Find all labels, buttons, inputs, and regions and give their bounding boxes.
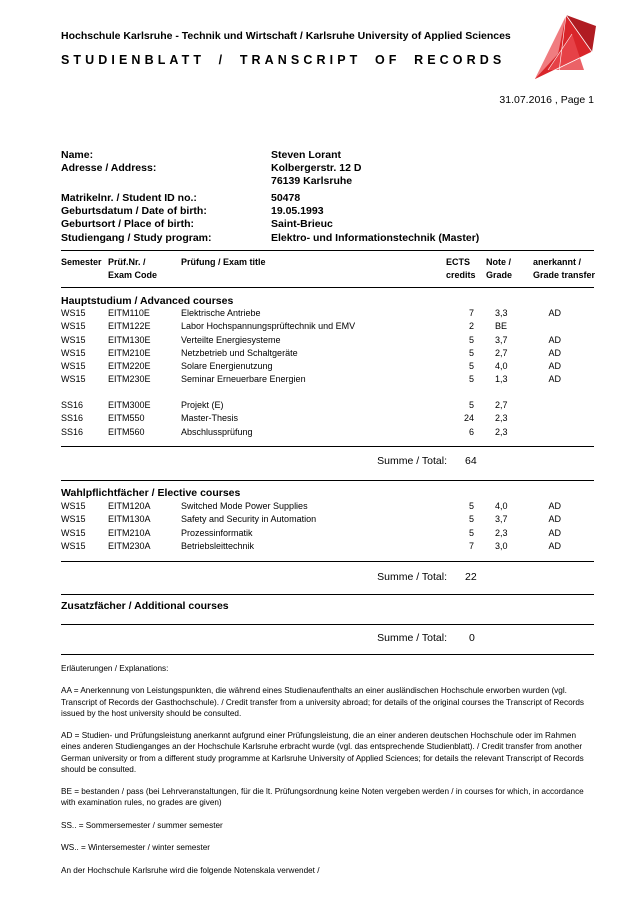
total-value: 0 xyxy=(469,632,475,644)
cell-transfer: AD xyxy=(548,347,561,358)
info-label: Name: xyxy=(61,149,94,161)
info-row xyxy=(61,149,581,162)
note-grading-scale: An der Hochschule Karlsruhe wird die folgende Notenskala verwendet / xyxy=(61,865,320,875)
info-row xyxy=(61,218,581,231)
table-row xyxy=(61,347,594,360)
advanced-rows-a xyxy=(61,307,594,387)
cell-semester: WS15 xyxy=(61,308,86,318)
cell-code: EITM122E xyxy=(108,321,151,332)
divider xyxy=(61,654,594,655)
info-row xyxy=(61,205,581,218)
col-ects: ECTS credits xyxy=(446,257,476,280)
advanced-rows-b xyxy=(61,399,594,439)
col-semester: Semester xyxy=(61,257,102,267)
cell-semester: WS15 xyxy=(61,540,86,551)
divider xyxy=(61,446,594,447)
university-name: Hochschule Karlsruhe - Technik und Wirtschaft / Karlsruhe University of Applied Sciences xyxy=(61,30,511,42)
info-value: 19.05.1993 xyxy=(271,205,324,218)
divider xyxy=(61,287,594,288)
cell-transfer: AD xyxy=(548,501,561,511)
col-transfer: anerkannt / Grade transfer xyxy=(533,257,596,280)
cell-title: Switched Mode Power Supplies xyxy=(181,501,308,511)
cell-semester: WS15 xyxy=(61,321,86,332)
note-ad: AD = Studien- und Prüfungsleistung anerkannt aufgrund einer Prüfungsleistung, die an einer anderen deutschen Hochschule oder im Rahmen eines anderen Studienganges an der Hochschule Karlsruhe erbracht wurde (vgl. das entsprechende Studienblatt). / Credit transfer from another German university or from a different study programme at Karlsruhe University of Applied Sciences; for details the relevant Transcript of Records should be consulted. xyxy=(61,731,584,774)
cell-semester: WS15 xyxy=(61,361,86,372)
cell-code: EITM560 xyxy=(108,426,145,437)
cell-grade: 3,0 xyxy=(495,540,508,551)
explanations xyxy=(61,663,594,887)
table-row xyxy=(61,334,594,347)
cell-semester: WS15 xyxy=(61,334,86,345)
info-label xyxy=(61,175,271,188)
cell-semester: WS15 xyxy=(61,527,86,538)
cell-grade: BE xyxy=(495,321,508,332)
table-row xyxy=(61,412,594,425)
cell-transfer: AD xyxy=(548,361,561,372)
divider xyxy=(61,480,594,481)
cell-ects: 5 xyxy=(468,334,474,345)
divider xyxy=(61,594,594,595)
cell-ects: 6 xyxy=(468,426,474,437)
total-value: 64 xyxy=(465,455,477,467)
cell-semester: WS15 xyxy=(61,514,86,525)
date-page: 31.07.2016 , Page 1 xyxy=(499,94,594,106)
cell-title: Prozessinformatik xyxy=(181,527,253,538)
col-exam-code: Prüf.Nr. / Exam Code xyxy=(108,257,158,280)
cell-ects: 2 xyxy=(468,321,474,332)
info-row xyxy=(61,162,581,175)
table-row xyxy=(61,500,594,513)
info-value: Saint-Brieuc xyxy=(271,218,333,231)
table-row xyxy=(61,513,594,526)
total-label: Summe / Total: xyxy=(377,632,447,644)
info-row xyxy=(61,232,581,245)
cell-code: EITM220E xyxy=(108,361,151,372)
cell-semester: SS16 xyxy=(61,413,84,424)
cell-grade: 3,7 xyxy=(495,334,508,345)
info-label: Studiengang / Study program: xyxy=(61,231,212,244)
cell-ects: 5 xyxy=(468,501,474,511)
cell-transfer: AD xyxy=(548,514,561,525)
divider xyxy=(61,624,594,625)
info-value: 76139 Karlsruhe xyxy=(271,175,353,188)
col-grade: Note / Grade xyxy=(486,257,513,280)
table-row xyxy=(61,540,594,553)
cell-title: Master-Thesis xyxy=(181,413,239,424)
cell-code: EITM300E xyxy=(108,400,151,410)
info-label: Geburtsort / Place of birth: xyxy=(61,218,195,231)
note-ws: WS.. = Wintersemester / winter semester xyxy=(61,843,211,853)
cell-ects: 7 xyxy=(468,308,474,318)
cell-transfer: AD xyxy=(548,527,561,538)
cell-transfer: AD xyxy=(548,334,561,345)
table-row xyxy=(61,307,594,320)
cell-ects: 5 xyxy=(468,527,474,538)
table-row xyxy=(61,399,594,412)
cell-ects: 5 xyxy=(468,514,474,525)
cell-grade: 3,7 xyxy=(495,514,508,525)
section-title-elective: Wahlpflichtfächer / Elective courses xyxy=(61,487,241,499)
table-row xyxy=(61,320,594,333)
cell-transfer: AD xyxy=(548,308,561,318)
cell-code: EITM550 xyxy=(108,413,145,424)
elective-rows xyxy=(61,500,594,553)
cell-code: EITM210A xyxy=(108,527,151,538)
cell-grade: 4,0 xyxy=(495,361,508,372)
total-value: 22 xyxy=(465,571,477,583)
cell-code: EITM210E xyxy=(108,347,151,358)
table-row xyxy=(61,426,594,439)
cell-title: Verteilte Energiesysteme xyxy=(181,334,281,345)
cell-semester: WS15 xyxy=(61,501,86,511)
cell-grade: 2,3 xyxy=(495,527,508,538)
elective-total xyxy=(61,571,594,585)
section-title-advanced: Hauptstudium / Advanced courses xyxy=(61,295,234,307)
hska-logo-icon xyxy=(528,10,598,85)
advanced-total xyxy=(61,455,594,469)
cell-code: EITM110E xyxy=(108,308,150,318)
cell-code: EITM130E xyxy=(108,334,151,345)
cell-grade: 2,3 xyxy=(495,413,508,424)
cell-code: EITM120A xyxy=(108,501,151,511)
cell-ects: 5 xyxy=(468,400,474,410)
cell-title: Safety and Security in Automation xyxy=(181,514,317,525)
info-value: Elektro- und Informationstechnik (Master) xyxy=(271,231,480,244)
cell-transfer: AD xyxy=(548,540,561,551)
table-row xyxy=(61,373,594,386)
additional-total xyxy=(61,632,594,646)
cell-title: Labor Hochspannungsprüftechnik und EMV xyxy=(181,321,356,332)
col-exam-title: Prüfung / Exam title xyxy=(181,257,266,267)
note-ss: SS.. = Sommersemester / summer semester xyxy=(61,820,223,830)
cell-ects: 7 xyxy=(468,540,474,551)
note-aa: AA = Anerkennung von Leistungspunkten, die während eines Studienaufenthalts an einer ausländischen Hochschule erworben wurden (vgl. Transcript of Records der Gasthochschule). / Credit transfer from a university abroad; for details of the original courses the Transcript of Records issued by the host university should be consulted. xyxy=(61,686,585,718)
info-value: Kolbergerstr. 12 D xyxy=(271,162,362,175)
cell-title: Projekt (E) xyxy=(181,400,224,410)
info-value: 50478 xyxy=(271,192,301,205)
total-label: Summe / Total: xyxy=(377,455,447,467)
cell-ects: 24 xyxy=(463,413,474,424)
table-row xyxy=(61,527,594,540)
cell-semester: WS15 xyxy=(61,347,86,358)
cell-grade: 2,3 xyxy=(495,426,508,437)
section-title-additional: Zusatzfächer / Additional courses xyxy=(61,600,229,612)
divider xyxy=(61,250,594,251)
cell-grade: 2,7 xyxy=(495,400,508,410)
cell-semester: WS15 xyxy=(61,374,86,385)
cell-ects: 5 xyxy=(468,347,474,358)
divider xyxy=(61,561,594,562)
cell-semester: SS16 xyxy=(61,426,84,437)
note-be: BE = bestanden / pass (bei Lehrveranstaltungen, für die lt. Prüfungsordnung keine Noten vergeben werden / in courses for which, in accordance with examination rules, no grades are given) xyxy=(61,787,584,808)
cell-semester: SS16 xyxy=(61,400,84,410)
total-label: Summe / Total: xyxy=(377,571,447,583)
cell-title: Abschlussprüfung xyxy=(181,426,253,437)
cell-title: Seminar Erneuerbare Energien xyxy=(181,374,306,385)
info-label: Matrikelnr. / Student ID no.: xyxy=(61,192,197,205)
table-row xyxy=(61,360,594,373)
cell-ects: 5 xyxy=(468,361,474,372)
cell-grade: 2,7 xyxy=(495,347,508,358)
info-label: Adresse / Address: xyxy=(61,162,157,175)
cell-grade: 4,0 xyxy=(495,501,508,511)
cell-code: EITM130A xyxy=(108,514,151,525)
cell-ects: 5 xyxy=(468,374,474,385)
info-row xyxy=(61,192,581,205)
cell-grade: 1,3 xyxy=(495,374,508,385)
cell-grade: 3,3 xyxy=(495,308,508,318)
cell-title: Elektrische Antriebe xyxy=(181,308,261,318)
cell-title: Solare Energienutzung xyxy=(181,361,273,372)
document-title: STUDIENBLATT / TRANSCRIPT OF RECORDS xyxy=(61,53,506,67)
info-label: Geburtsdatum / Date of birth: xyxy=(61,205,207,218)
info-value: Steven Lorant xyxy=(271,149,342,161)
cell-code: EITM230A xyxy=(108,540,151,551)
cell-title: Netzbetrieb und Schaltgeräte xyxy=(181,347,298,358)
explanations-heading: Erläuterungen / Explanations: xyxy=(61,664,169,673)
info-row xyxy=(61,175,581,188)
cell-title: Betriebsleittechnik xyxy=(181,540,255,551)
cell-code: EITM230E xyxy=(108,374,151,385)
personal-info xyxy=(61,149,581,245)
cell-transfer: AD xyxy=(548,374,561,385)
